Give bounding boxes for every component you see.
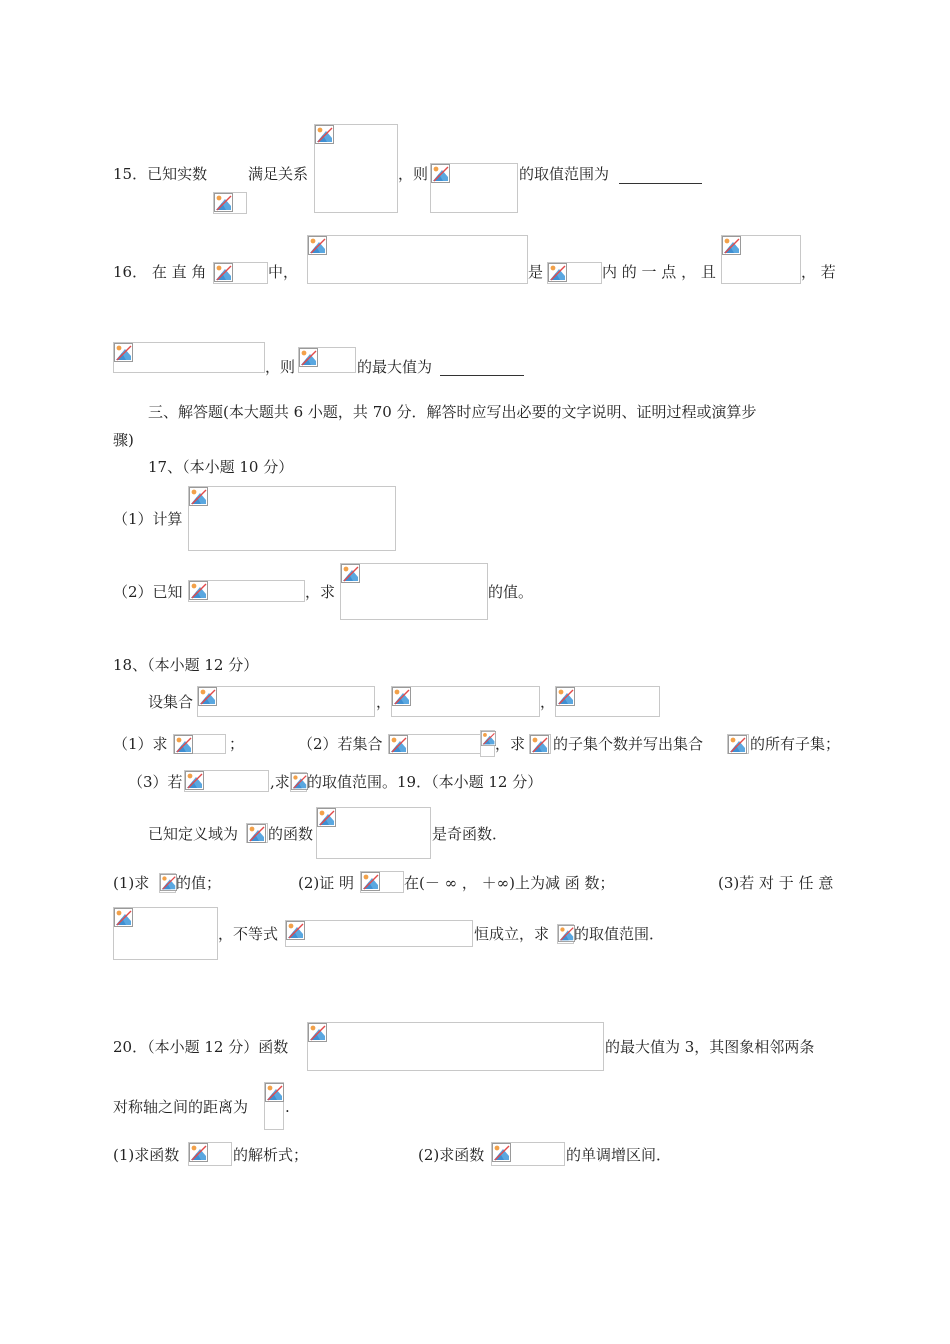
q19-p1b: 的值；: [176, 874, 222, 892]
broken-image-icon: [308, 236, 327, 255]
formula-image: [547, 262, 602, 284]
broken-image-icon: [556, 687, 575, 706]
broken-image-icon: [308, 1023, 327, 1042]
formula-image: [285, 920, 473, 947]
formula-image: [213, 192, 247, 214]
broken-image-icon: [722, 236, 741, 255]
broken-image-icon: [160, 874, 177, 891]
q20-p1a: (1)求函数: [113, 1146, 180, 1164]
formula-image: [113, 907, 218, 960]
broken-image-icon: [548, 263, 567, 282]
q19-p3b: ，不等式: [218, 925, 279, 943]
q20-p2a: (2)求函数: [418, 1146, 485, 1164]
formula-image: [188, 486, 396, 551]
section-heading-cont: 骤): [113, 431, 134, 449]
broken-image-icon: [492, 1143, 511, 1162]
formula-image: [721, 235, 801, 284]
broken-image-icon: [198, 687, 217, 706]
q18-p3c: 的取值范围。19．（本小题 12 分）: [307, 773, 543, 791]
formula-image: [184, 770, 269, 792]
q20-line2a: 对称轴之间的距离为: [113, 1098, 249, 1116]
formula-image: [491, 1142, 565, 1166]
q18-comma1: ，: [376, 693, 392, 711]
broken-image-icon: [114, 908, 133, 927]
broken-image-icon: [341, 564, 360, 583]
broken-image-icon: [214, 193, 233, 212]
q20-p2b: 的单调增区间．: [566, 1146, 672, 1164]
q16-if: ， 若: [801, 263, 836, 281]
q16-then: ，则: [265, 358, 296, 376]
q16-prefix: 16． 在 直 角: [113, 263, 207, 281]
formula-image: [388, 734, 481, 754]
q17-p2c: 的值。: [488, 583, 534, 601]
q15-cond: 满足关系: [248, 165, 309, 183]
q17-p2a: （2）已知: [113, 583, 183, 601]
q16-inside: 内 的 一 点 ， 且: [602, 263, 716, 281]
q20-line1a: 20．（本小题 12 分）函数: [113, 1038, 289, 1056]
q19-p2b: 在(－ ∞ ， ＋∞)上为减 函 数；: [404, 874, 615, 892]
broken-image-icon: [247, 824, 266, 843]
formula-image: [316, 807, 431, 859]
formula-image: [557, 924, 574, 944]
q18-p2a: （2）若集合: [298, 735, 383, 753]
q15-prefix: 15．已知实数: [113, 165, 208, 183]
q18-p2d: 的所有子集；: [750, 735, 841, 753]
broken-image-icon: [558, 925, 575, 942]
formula-image: [173, 734, 226, 754]
formula-image: [340, 563, 488, 620]
broken-image-icon: [189, 1143, 208, 1162]
q20-line2b: .: [285, 1098, 290, 1116]
broken-image-icon: [361, 872, 380, 891]
formula-image: [727, 734, 749, 754]
broken-image-icon: [185, 771, 204, 790]
q19-p3d: 的取值范围．: [574, 925, 665, 943]
formula-image: [529, 734, 551, 754]
section-heading: 三、解答题(本大题共 6 小题，共 70 分．解答时应写出必要的文字说明、证明过程或演算步: [148, 403, 757, 421]
broken-image-icon: [392, 687, 411, 706]
formula-image: [197, 686, 375, 717]
formula-image: [298, 347, 356, 373]
q17-p2b: ，求: [305, 583, 336, 601]
q19-p1a: (1)求: [113, 874, 150, 892]
broken-image-icon: [174, 735, 193, 754]
q18-p2c: 的子集个数并写出集合: [553, 735, 704, 753]
broken-image-icon: [530, 735, 549, 754]
formula-image: [188, 1142, 232, 1166]
q18-set: 设集合: [148, 693, 194, 711]
q15-then: ，则: [398, 165, 429, 183]
q19-line1b: 的函数: [268, 825, 314, 843]
q19-line1a: 已知定义域为: [148, 825, 239, 843]
answer-blank: [619, 183, 702, 184]
q17-p1: （1）计算: [113, 510, 183, 528]
broken-image-icon: [214, 263, 233, 282]
q19-p3c: 恒成立，求: [474, 925, 550, 943]
formula-image: [264, 1082, 284, 1130]
formula-image: [360, 871, 404, 893]
formula-image: [391, 686, 540, 717]
broken-image-icon: [728, 735, 747, 754]
formula-image: [555, 686, 660, 717]
q18-p3a: （3）若: [128, 773, 183, 791]
formula-image: [213, 262, 268, 284]
q20-line1b: 的最大值为 3，其图象相邻两条: [605, 1038, 815, 1056]
q19-p3a: (3)若 对 于 任 意: [718, 874, 834, 892]
q20-p1b: 的解析式；: [233, 1146, 309, 1164]
q19-line1c: 是奇函数．: [432, 825, 508, 843]
q18-header: 18、（本小题 12 分）: [113, 656, 259, 674]
q18-comma2: ，: [540, 693, 556, 711]
broken-image-icon: [114, 343, 133, 362]
broken-image-icon: [291, 773, 308, 790]
q15-range: 的取值范围为: [519, 165, 610, 183]
q16-is: 是: [528, 263, 544, 281]
broken-image-icon: [286, 921, 305, 940]
answer-blank: [440, 375, 524, 376]
formula-image: [307, 235, 528, 284]
q16-max: 的最大值为: [357, 358, 433, 376]
formula-image: [113, 342, 265, 373]
broken-image-icon: [431, 164, 450, 183]
broken-image-icon: [189, 487, 208, 506]
formula-image: [290, 772, 307, 792]
broken-image-icon: [389, 735, 408, 754]
q18-p1: （1）求: [113, 735, 168, 753]
q18-semi: ；: [229, 735, 245, 753]
formula-image: [430, 163, 518, 213]
broken-image-icon: [265, 1083, 284, 1102]
formula-image: [188, 580, 305, 602]
q16-mid: 中，: [268, 263, 299, 281]
formula-image: [480, 730, 495, 757]
broken-image-icon: [189, 581, 208, 600]
formula-image: [246, 823, 268, 843]
broken-image-icon: [317, 808, 336, 827]
broken-image-icon: [315, 125, 334, 144]
formula-image: [307, 1022, 604, 1071]
formula-image: [159, 873, 176, 893]
q17-header: 17、（本小题 10 分）: [148, 458, 294, 476]
broken-image-icon: [299, 348, 318, 367]
q18-p2b: ，求: [495, 735, 526, 753]
q19-p2a: (2)证 明: [298, 874, 355, 892]
formula-image: [314, 124, 398, 213]
broken-image-icon: [481, 731, 496, 746]
q18-p3b: ,求: [270, 773, 290, 791]
